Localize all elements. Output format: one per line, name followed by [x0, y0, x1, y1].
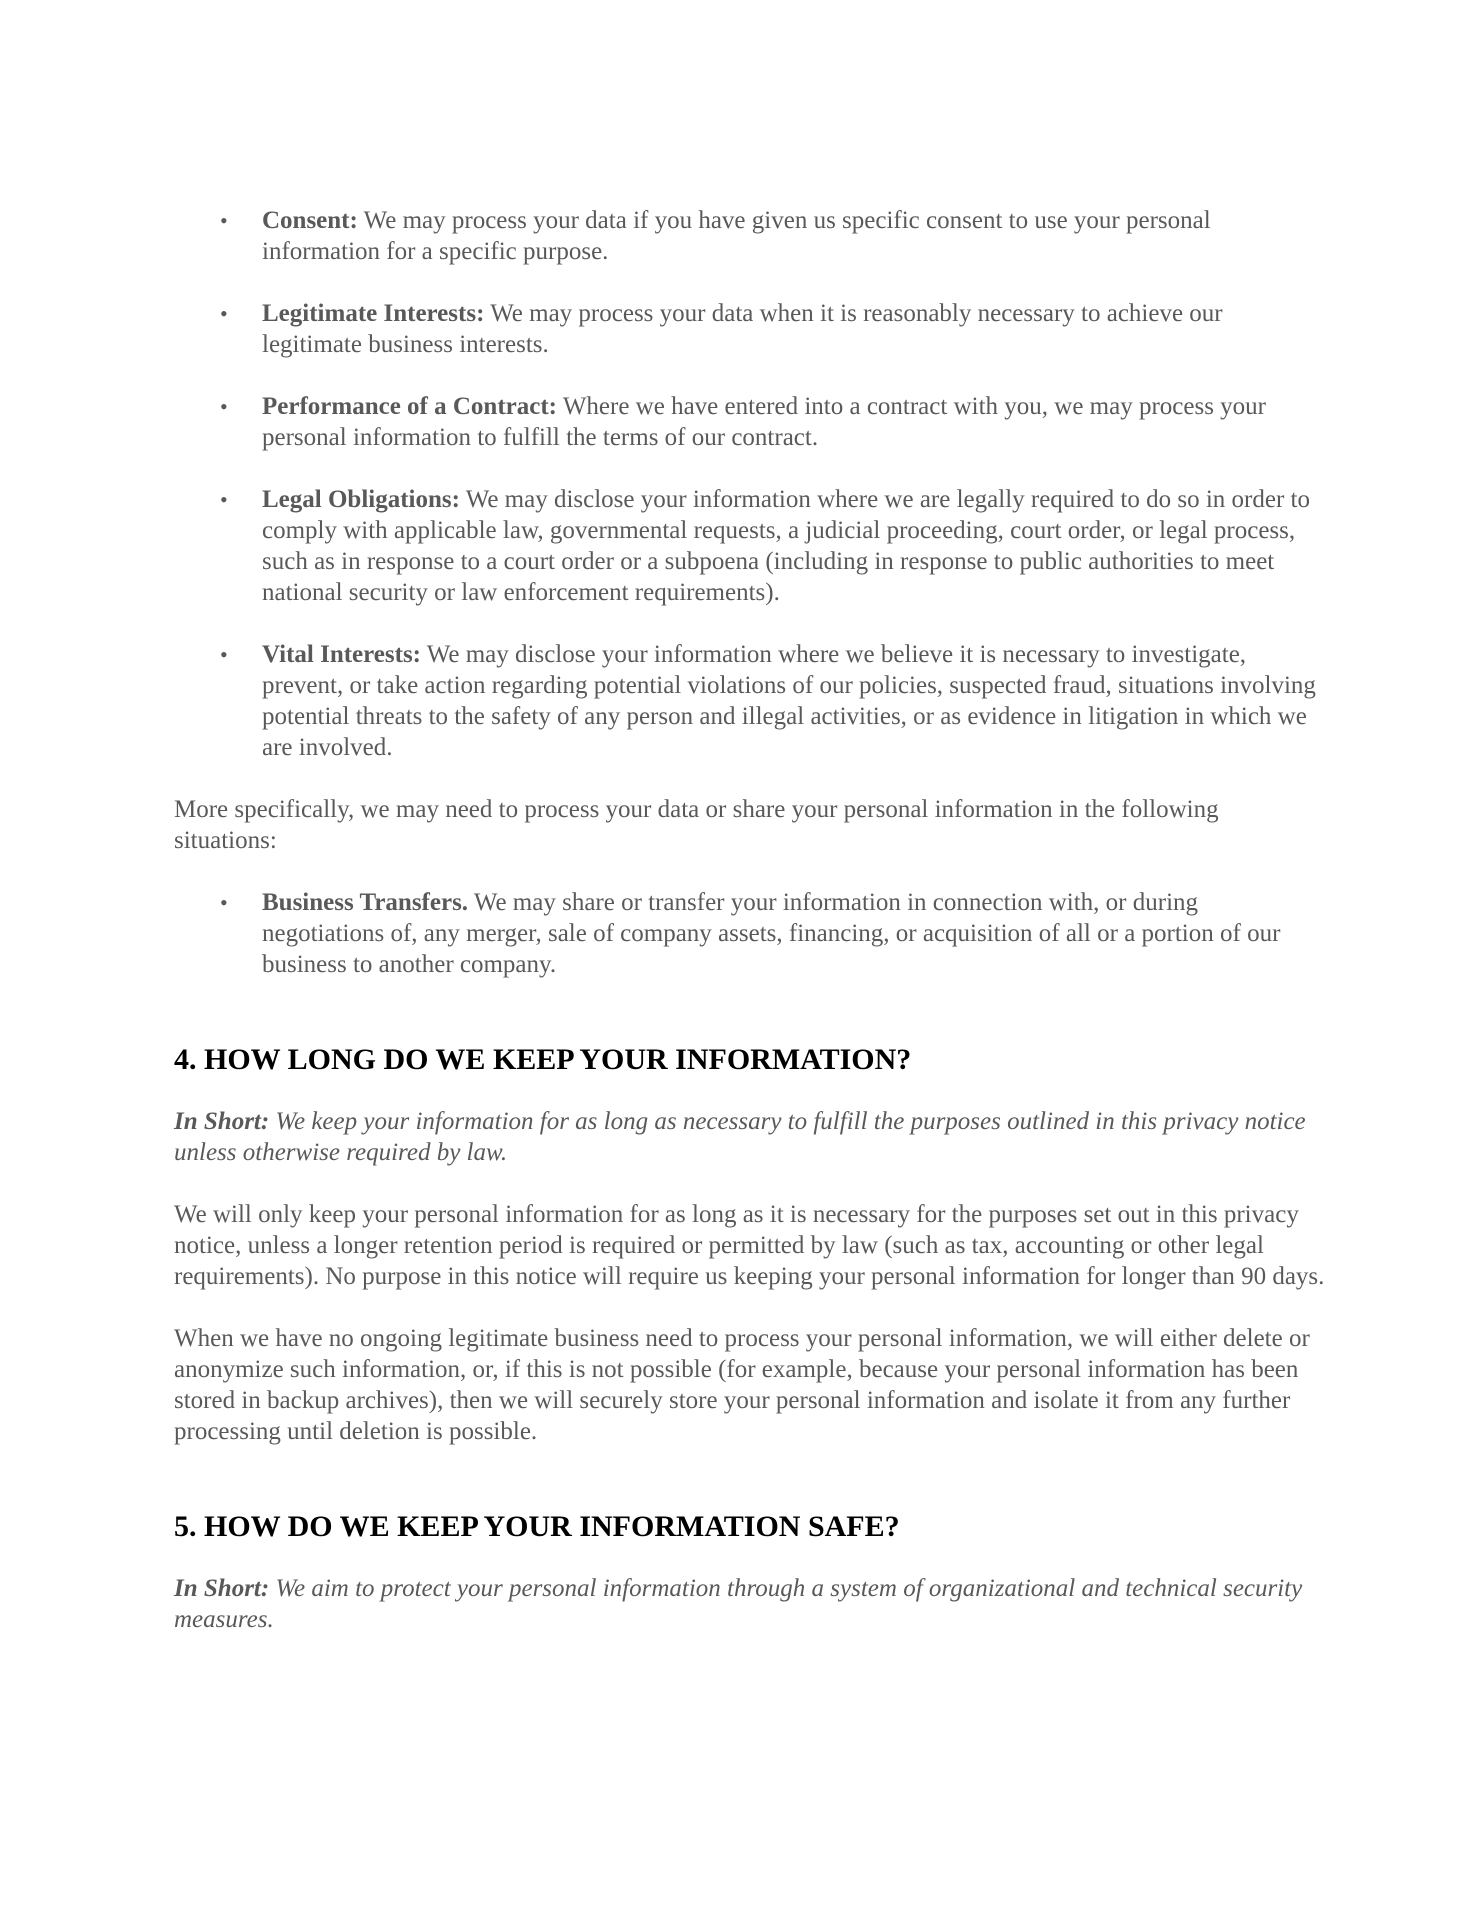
- list-item-text: We may share or transfer your information in connection with, or during negotiations of, any merger, sale of company assets, financing, or acquisition of all or a portion of our business to another company.: [262, 889, 1281, 978]
- in-short-label: In Short:: [174, 1108, 270, 1135]
- list-item-text: Where we have entered into a contract with you, we may process your personal information to fulfill the terms of our contract.: [262, 393, 1267, 451]
- in-short-text: We keep your information for as long as necessary to fulfill the purposes outlined in this privacy notice unless otherwise required by law.: [174, 1108, 1306, 1166]
- list-item-term: Business Transfers.: [262, 889, 469, 916]
- section-4-paragraph: When we have no ongoing legitimate business need to process your personal information, we will either delete or anonymize such information, or, if this is not possible (for example, because your personal information has been stored in backup archives), then we will securely store your personal information and isolate it from any further processing until deletion is possible.: [174, 1325, 1310, 1445]
- bullet-icon: •: [220, 890, 228, 915]
- section-5-heading: 5. HOW DO WE KEEP YOUR INFORMATION SAFE?: [174, 1510, 900, 1543]
- bullet-icon: •: [220, 301, 228, 326]
- list-item-text: We may process your data if you have given us specific consent to use your personal information for a specific purpose.: [262, 207, 1211, 265]
- bullet-icon: •: [220, 208, 228, 233]
- situations-list: [174, 887, 1326, 980]
- document-page: [174, 205, 1326, 1666]
- in-short-text: We aim to protect your personal information through a system of organizational and technical security measures.: [174, 1575, 1303, 1633]
- more-specifically-paragraph: More specifically, we may need to process your data or share your personal information in the following situations:: [174, 796, 1219, 854]
- section-4-paragraph: We will only keep your personal information for as long as it is necessary for the purposes set out in this privacy notice, unless a longer retention period is required or permitted by law (such as tax, accounting or other legal requirements). No purpose in this notice will require us keeping your personal information for longer than 90 days.: [174, 1201, 1325, 1290]
- list-item-term: Vital Interests:: [262, 641, 421, 668]
- list-item-term: Performance of a Contract:: [262, 393, 558, 420]
- legal-bases-list: [174, 205, 1326, 763]
- list-item: [174, 205, 1326, 267]
- bullet-icon: •: [220, 642, 228, 667]
- list-item-term: Legal Obligations:: [262, 486, 460, 513]
- list-item-term: Consent:: [262, 207, 358, 234]
- section-4-heading: 4. HOW LONG DO WE KEEP YOUR INFORMATION?: [174, 1043, 912, 1076]
- list-item: [174, 639, 1326, 763]
- list-item-term: Legitimate Interests:: [262, 300, 485, 327]
- bullet-icon: •: [220, 487, 228, 512]
- section-4-in-short: [174, 1106, 1326, 1168]
- list-item-text: We may disclose your information where we believe it is necessary to investigate, prevent, or take action regarding potential violations of our policies, suspected fraud, situations involving potential threats to the safety of any person and illegal activities, or as evidence in litigation in which we are involved.: [262, 641, 1316, 761]
- list-item: [174, 298, 1326, 360]
- list-item-text: We may disclose your information where we are legally required to do so in order to comply with applicable law, governmental requests, a judicial proceeding, court order, or legal process, such as in response to a court order or a subpoena (including in response to public authorities to meet national security or law enforcement requirements).: [262, 486, 1310, 606]
- list-item-text: We may process your data when it is reasonably necessary to achieve our legitimate business interests.: [262, 300, 1223, 358]
- list-item: [174, 391, 1326, 453]
- in-short-label: In Short:: [174, 1575, 270, 1602]
- list-item: [174, 484, 1326, 608]
- section-5-in-short: [174, 1573, 1326, 1635]
- bullet-icon: •: [220, 394, 228, 419]
- list-item: [174, 887, 1326, 980]
